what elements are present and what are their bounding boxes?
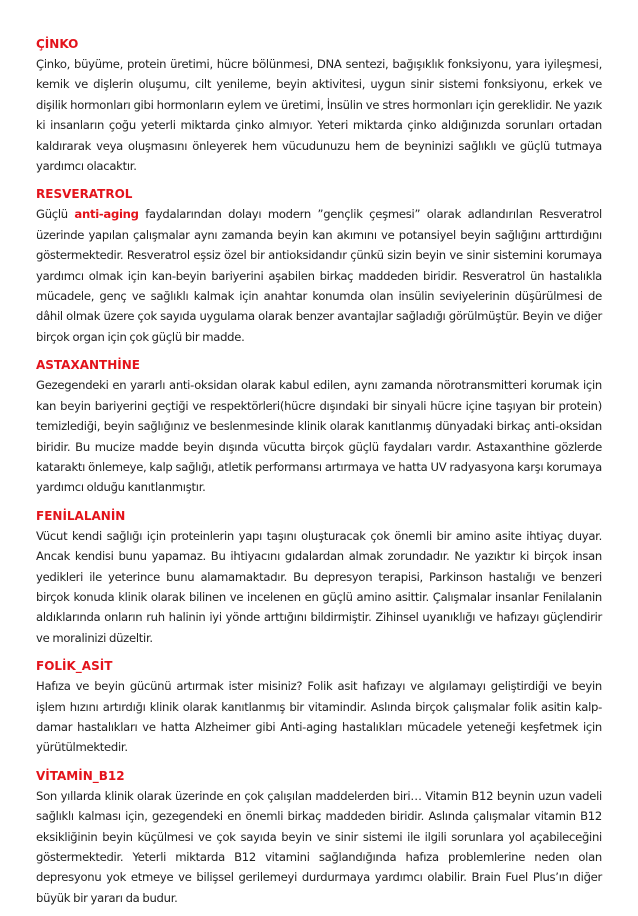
section-title-vitamin-b12: VİTAMİN_B12: [36, 768, 125, 783]
section-title-astaxanthine: ASTAXANTHİNE: [36, 358, 140, 373]
section-text-resveratrol-after: faydalarından dolayı modern ”gençlik çeşmesi” olarak adlandırılan Resveratrol üzerinde yapılan çalışmalar aynı zamanda beyin kan akımını ve potansiyel beyin sağlığını arttırdığını göstermektedir. Resveratrol eşsiz özel bir antioksidandır çünkü sizin beyin ve sinir sistemini korumaya yardımcı olmak için kan-beyin bariyerini aşabilen birkaç maddeden biridir. Resveratrol ün hastalıkla mücadele, genç ve sağlıklı kalmak için anahtar konumda olan insülin seviyelerinin düşürülmesi de dâhil olmak üzere çok sayıda uygulama olarak benzer avantajlar sağladığı görülmüştür. Beyin ve diğer birçok organ için çok güçlü bir madde.: [36, 207, 602, 344]
section-text-fenilalanin: Vücut kendi sağlığı için proteinlerin yapı taşını oluşturacak çok önemli bir amino asite ihtiyaç duyar. Ancak kendisi bunu yapamaz. Bu ihtiyacını gıdalardan almak zorundadır. Ne yazıktır ki birçok insan yedikleri ile yeterince bunu alamamaktadır. Bu depresyon terapisi, Parkinson hastalığı ve benzeri birçok konuda klinik olarak bilinen ve incelenen en güçlü amino asittir. Çalışmalar insanlar Fenilalanin aldıklarında onların ruh halinin iyi yönde arttığını bildirmiştir. Zihinsel uyanıklığı ve hafızayı güçlendirir ve moralinizi düzeltir.: [36, 528, 602, 645]
section-folik-asit: [36, 656, 602, 758]
anti-aging-highlight: anti-aging: [74, 207, 139, 222]
section-title-resveratrol: RESVERATROL: [36, 187, 133, 202]
section-fenilalanin: [36, 506, 602, 648]
section-text-resveratrol: [36, 204, 602, 347]
section-vitamin-b12: [36, 766, 602, 908]
section-title-cinko: ÇİNKO: [36, 37, 79, 51]
section-cinko: [36, 34, 602, 176]
section-title-folik-asit: FOLİK_ASİT: [36, 659, 113, 674]
section-text-vitamin-b12: Son yıllarda klinik olarak üzerinde en çok çalışılan maddelerden biri… Vitamin B12 beynin uzun vadeli sağlıklı kalması için, gezegendeki en önemli birkaç maddeden biridir. Aslında çalışmalar vitamin B12 eksikliğinin beyin küçülmesi ve çok sayıda beyin ve sinir sistemi ile ilgili sorunlara yol açabileceğini göstermektedir. Yeterli miktarda B12 vitamini sağlandığında hafıza problemlerine neden olan depresyonu yok etmeye ve bilişsel gerilemeyi durdurmaya yardımcı olabilir. Brain Fuel Plus’ın diğer büyük bir yararı da budur.: [36, 788, 602, 905]
document-page: [36, 34, 602, 916]
section-title-fenilalanin: FENİLALANİN: [36, 508, 126, 523]
section-text-resveratrol-before: Güçlü: [36, 207, 75, 222]
section-astaxanthine: [36, 355, 602, 497]
section-resveratrol: [36, 184, 602, 347]
section-text-astaxanthine: Gezegendeki en yararlı anti-oksidan olarak kabul edilen, aynı zamanda nörotransmitteri korumak için kan beyin bariyerini geçtiği ve respektörleri(hücre dışındaki bir sinyali hücre içine taşıyan bir protein) temizlediği, beyin sağlığınız ve beslenmesinde klinik olarak kanıtlanmış dünyadaki birkaç anti-oksidan biridir. Bu mucize madde beyin dışında vücutta birçok güçlü faydaları vardır. Astaxanthine gözlerde kataraktı önlemeye, kalp sağlığı, atletik performansı artırmaya ve hatta UV radyasyona karşı korumaya yardımcı olduğu kanıtlanmıştır.: [36, 378, 602, 495]
section-text-cinko: Çinko, büyüme, protein üretimi, hücre bölünmesi, DNA sentezi, bağışıklık fonksiyonu, yara iyileşmesi, kemik ve dişlerin oluşumu, cilt yenileme, beyin aktivitesi, uygun sinir sistemi fonksiyonu, erkek ve dişilik hormonları gibi hormonların eylem ve üretimi, İnsülin ve stres hormonları için gereklidir. Ne yazık ki insanların çoğu yeterli miktarda çinko almıyor. Yeteri miktarda çinko aldığınızda sorunları ortadan kaldırarak veya oluşmasını önleyerek hem vücudunuzu hem de beyninizi sağlıklı ve güçlü tutmaya yardımcı olacaktır.: [36, 57, 602, 174]
section-text-folik-asit: Hafıza ve beyin gücünü artırmak ister misiniz? Folik asit hafızayı ve algılamayı geliştirdiği ve beyin işlem hızını artırdığı klinik olarak kanıtlanmış bir vitamindir. Aslında birçok çalışmalar folik asitin kalp-damar hastalıkları ve hatta Alzheimer gibi Anti-aging hastalıkları mücadele yeteneği keşfetmek için yürütülmektedir.: [36, 679, 602, 755]
